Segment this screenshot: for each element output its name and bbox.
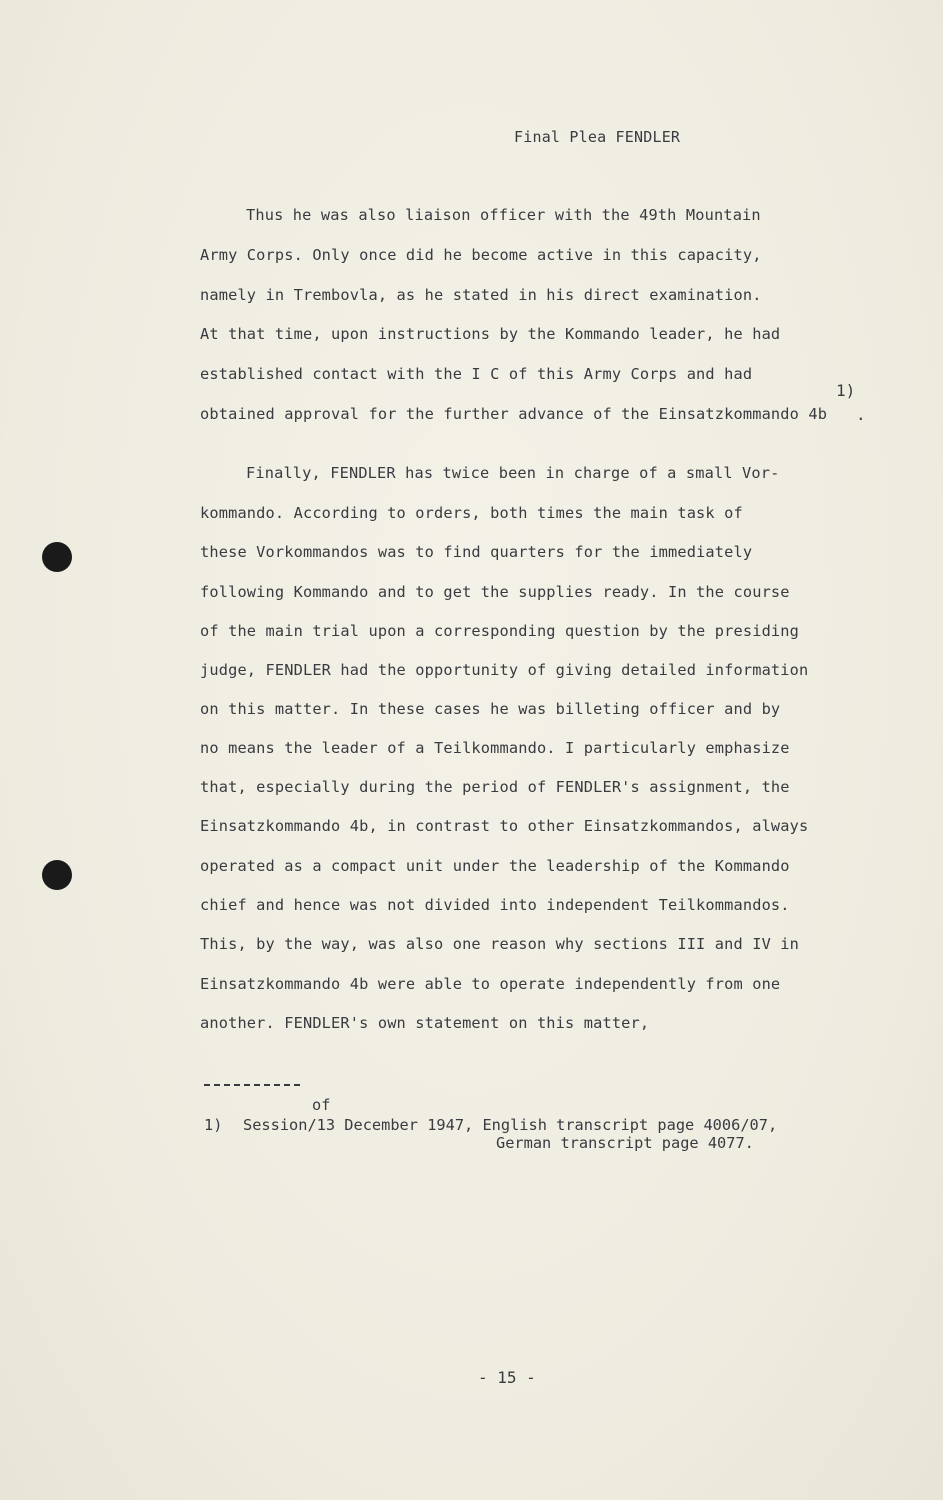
paragraph2-line: judge, FENDLER had the opportunity of giving detailed information bbox=[200, 661, 809, 679]
paragraph2-line: on this matter. In these cases he was billeting officer and by bbox=[200, 700, 781, 718]
line-end-punctuation: . bbox=[856, 405, 866, 424]
paragraph1-line: obtained approval for the further advance of the Einsatzkommando 4b bbox=[200, 405, 828, 423]
paragraph2-line: This, by the way, was also one reason why sections III and IV in bbox=[200, 935, 800, 953]
punch-hole-top bbox=[42, 542, 72, 572]
footnote-text-continued: German transcript page 4077. bbox=[496, 1134, 754, 1152]
paragraph2-line: following Kommando and to get the supplies ready. In the course bbox=[200, 583, 790, 601]
paragraph2-line: that, especially during the period of FENDLER's assignment, the bbox=[200, 778, 790, 796]
paragraph2-line: Einsatzkommando 4b, in contrast to other Einsatzkommandos, always bbox=[200, 817, 809, 835]
paragraph2-line: no means the leader of a Teilkommando. I particularly emphasize bbox=[200, 739, 790, 757]
paragraph2-line: Finally, FENDLER has twice been in charge of a small Vor- bbox=[246, 464, 780, 482]
footnote-insertion: of bbox=[312, 1096, 331, 1114]
paragraph2-line: these Vorkommandos was to find quarters for the immediately bbox=[200, 543, 753, 561]
paragraph1-line: namely in Trembovla, as he stated in his direct examination. bbox=[200, 286, 762, 304]
punch-hole-bottom bbox=[42, 860, 72, 890]
paragraph1-line: Thus he was also liaison officer with the 49th Mountain bbox=[246, 206, 761, 224]
paragraph2-line: Einsatzkommando 4b were able to operate independently from one bbox=[200, 975, 781, 993]
footnote-marker: 1) bbox=[204, 1116, 223, 1134]
paragraph2-line: chief and hence was not divided into independent Teilkommandos. bbox=[200, 896, 790, 914]
footnote-text: Session/13 December 1947, English transcript page 4006/07, bbox=[243, 1116, 778, 1134]
paragraph2-line: operated as a compact unit under the leadership of the Kommando bbox=[200, 857, 790, 875]
paragraph2-line: of the main trial upon a corresponding question by the presiding bbox=[200, 622, 800, 640]
page-header: Final Plea FENDLER bbox=[514, 128, 681, 146]
paragraph1-line: established contact with the I C of this Army Corps and had bbox=[200, 365, 753, 383]
page-number: - 15 - bbox=[478, 1368, 536, 1387]
paragraph1-line: At that time, upon instructions by the Kommando leader, he had bbox=[200, 325, 781, 343]
footnote-reference: 1) bbox=[836, 381, 856, 400]
footnote-separator bbox=[204, 1084, 300, 1086]
paragraph1-line: Army Corps. Only once did he become active in this capacity, bbox=[200, 246, 762, 264]
paragraph2-line: another. FENDLER's own statement on this matter, bbox=[200, 1014, 650, 1032]
paragraph2-line: kommando. According to orders, both times the main task of bbox=[200, 504, 743, 522]
